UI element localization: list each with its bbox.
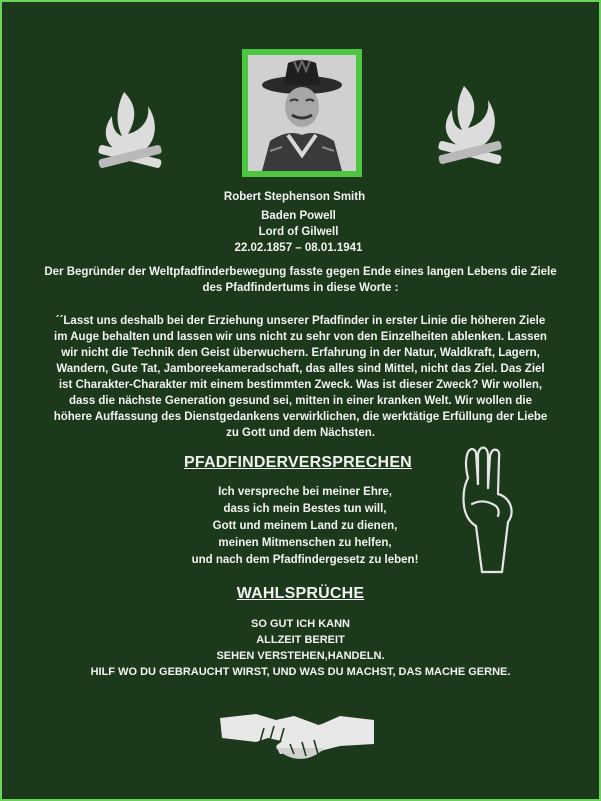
motto-line: HILF WO DU GEBRAUCHT WIRST, UND WAS DU MACHST, DAS MACHE GERNE. [90,666,511,678]
quote-line: zu Gott und dem Nächsten. [226,427,375,439]
quote-line: ist Charakter-Charakter mit einem bestimmten Zweck. Was ist dieser Zweck? Wir wollen, [58,379,543,391]
promise-text [188,484,422,569]
scout-salute-hand-icon [454,444,524,576]
person-title: Baden Powell [261,210,336,222]
intro-text [32,264,569,296]
campfire-icon [94,90,166,172]
promise-line: Gott und meinem Land zu dienen, [212,520,398,532]
poster [2,2,599,799]
promise-line: dass ich mein Bestes tun will, [223,503,387,515]
mottos-heading: WAHLSPRÜCHE [236,585,365,602]
person-dates: 22.02.1857 – 08.01.1941 [234,242,363,254]
motto-line: SEHEN VERSTEHEN,HANDELN. [216,650,385,662]
quote-line: Wandern, Gute Tat, Jamboreekameradschaft, das alles sind Mittel, nicht das Ziel. Das Ziel [56,363,545,375]
campfire-icon [434,84,506,168]
promise-line: und nach dem Pfadfindergesetz zu leben! [191,554,419,566]
intro-line: Der Begründer der Weltpfadfinderbewegung fasste gegen Ende eines langen Lebens die Ziele [44,266,557,278]
quote-line: höhere Auffassung des Dienstgedankens verwirklichen, die werktätige Erfüllung der Liebe [53,411,548,423]
quote-line: wir nicht die Technik den Geist überwuchern. Erfahrung in der Natur, Waldkraft, Lagern, [61,347,540,359]
handshake-icon [216,698,378,770]
baden-powell-quote [34,313,567,441]
promise-line: Ich verspreche bei meiner Ehre, [218,486,392,498]
promise-line: meinen Mitmenschen zu helfen, [218,537,392,549]
promise-heading: PFADFINDERVERSPRECHEN [184,454,412,471]
intro-line: des Pfadfindertums in diese Worte : [202,282,399,294]
portrait-image [248,55,356,171]
baden-powell-portrait [248,55,356,171]
person-honorific: Lord of Gilwell [258,226,339,238]
motto-line: SO GUT ICH KANN [251,618,350,630]
quote-line: im Auge behalten und lassen wir uns nicht zu sehr von den Einzelheiten ablenken. Lassen [54,331,547,343]
mottos-text [2,616,599,680]
quote-line: dass die nächste Generation gesund sei, mitten in einer kranken Welt. Wir wollen die [69,395,532,407]
motto-line: ALLZEIT BEREIT [256,634,345,646]
quote-line: ´´Lasst uns deshalb bei der Erziehung unserer Pfadfinder in erster Linie die höheren Ziele [55,315,546,327]
person-name: Robert Stephenson Smith [223,191,366,203]
portrait-frame [242,49,362,177]
